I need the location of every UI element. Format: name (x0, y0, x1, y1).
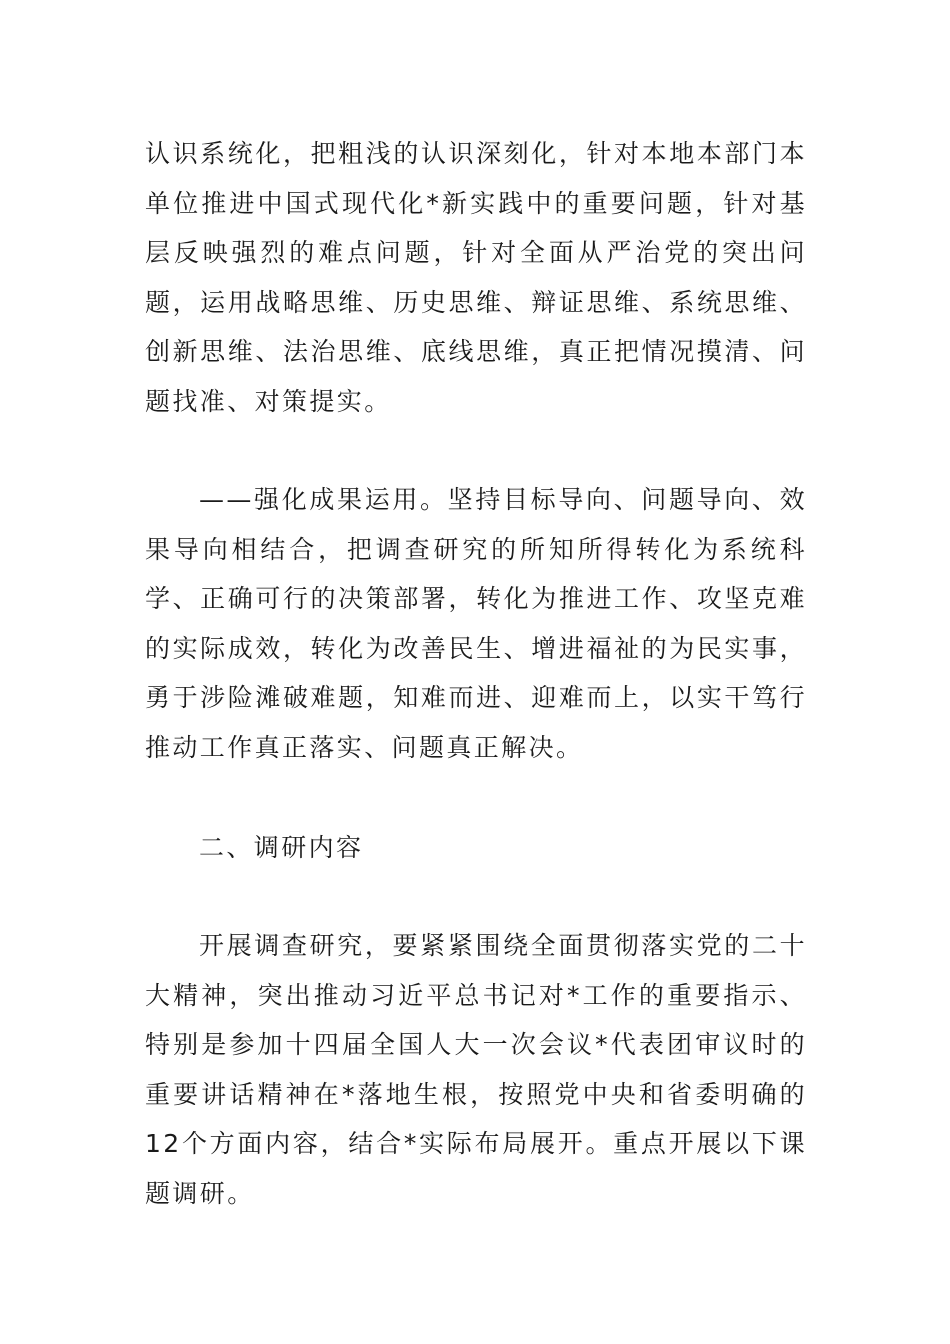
body-paragraph-research-content: 开展调查研究，要紧紧围绕全面贯彻落实党的二十大精神，突出推动习近平总书记对*工作的重要指示、特别是参加十四届全国人大一次会议*代表团审议时的重要讲话精神在*落地生根，按照党中央和省委明确的12个方面内容，结合*实际布局展开。重点开展以下课题调研。 (145, 931, 807, 1208)
body-paragraph-continuation: 认识系统化，把粗浅的认识深刻化，针对本地本部门本单位推进中国式现代化*新实践中的重要问题，针对基层反映强烈的难点问题，针对全面从严治党的突出问题，运用战略思维、历史思维、辩证思维、系统思维、创新思维、法治思维、底线思维，真正把情况摸清、问题找准、对策提实。 (145, 139, 807, 416)
body-paragraph-results-application: ——强化成果运用。坚持目标导向、问题导向、效果导向相结合，把调查研究的所知所得转化为系统科学、正确可行的决策部署，转化为推进工作、攻坚克难的实际成效，转化为改善民生、增进福祉的为民实事，勇于涉险滩破难题，知难而进、迎难而上，以实干笃行推动工作真正落实、问题真正解决。 (145, 485, 807, 762)
section-heading-research-content: 二、调研内容 (199, 833, 364, 862)
